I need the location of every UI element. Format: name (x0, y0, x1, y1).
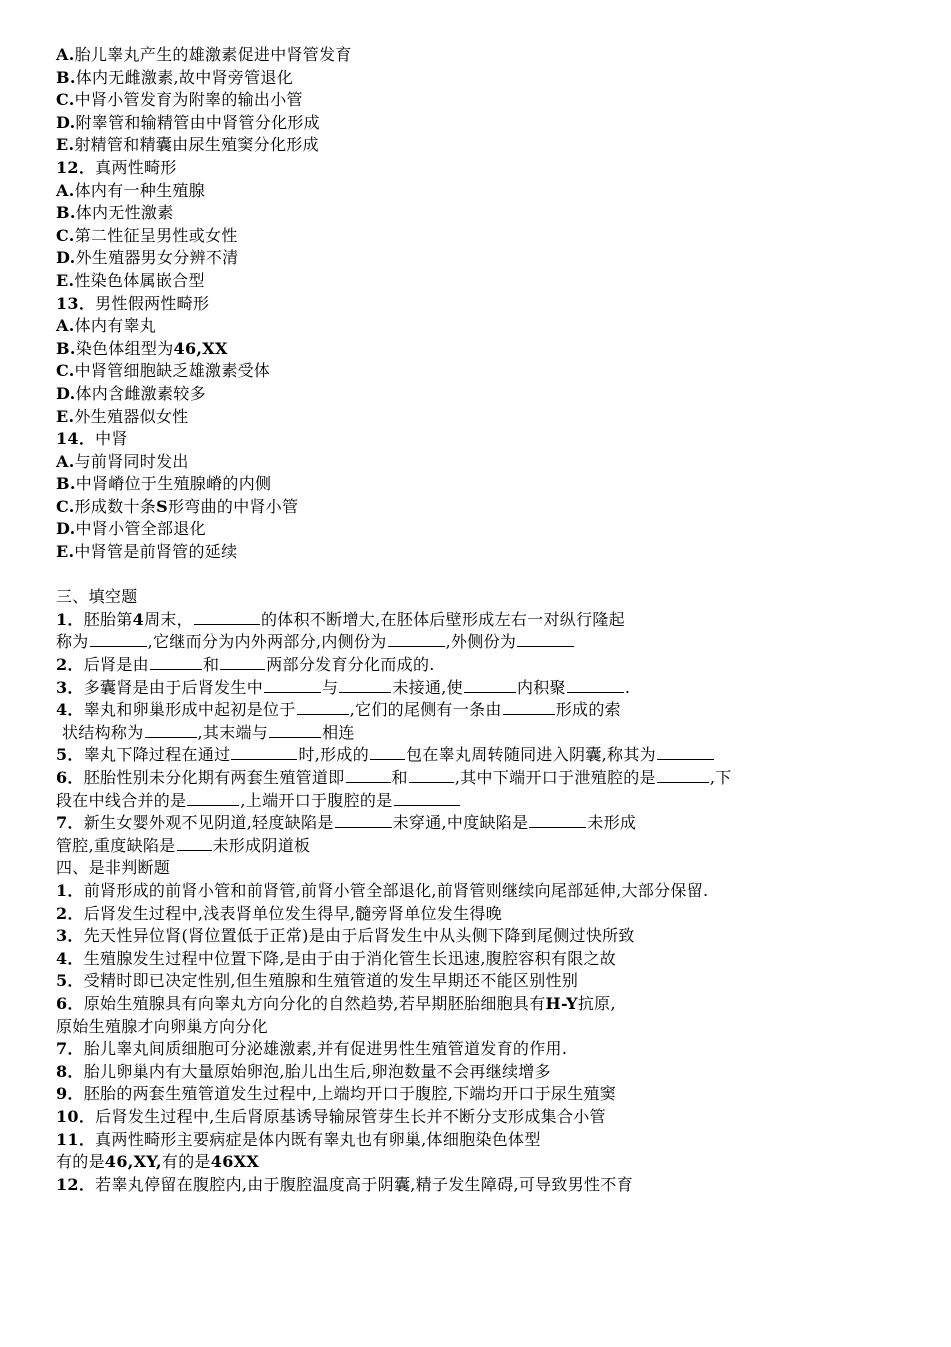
question-text: 状结构称为 (62, 722, 144, 742)
judge-item (56, 1129, 916, 1152)
section-heading: 三、填空题 (56, 587, 138, 607)
question-title (56, 428, 916, 451)
question-text: . (624, 677, 631, 697)
option-letter: A. (56, 45, 75, 64)
question-number: 14． (56, 429, 96, 449)
answer-blank[interactable] (264, 677, 321, 693)
option-text: 第二性征呈男性或女性 (74, 225, 238, 245)
answer-blank[interactable] (346, 767, 391, 783)
fill-question (56, 767, 916, 790)
option-line (56, 451, 916, 474)
answer-blank[interactable] (370, 744, 405, 760)
question-text: 段在中线合并的是 (56, 790, 187, 810)
question-text: 若睾丸停留在腹腔内,由于腹腔温度高于阴囊,精子发生障碍,可导致男性不育 (95, 1174, 633, 1194)
answer-blank[interactable] (335, 812, 392, 828)
option-letter: B. (56, 474, 76, 494)
option-line (56, 44, 916, 67)
option-letter: C. (56, 225, 75, 245)
option-line (56, 112, 916, 135)
option-text: 体内有睾丸 (74, 316, 157, 336)
question-text: 抗原, (577, 993, 616, 1013)
option-line (56, 518, 916, 541)
question-text: 受精时即已决定性别,但生殖腺和生殖管道的发生早期还不能区别性别 (83, 971, 579, 991)
option-text: 外生殖器男女分辨不清 (75, 248, 239, 268)
question-text: 的体积不断增大,在胚体后壁形成左右一对纵行隆起 (260, 609, 625, 629)
spacer (56, 564, 916, 587)
question-text: 有的是 (56, 1152, 105, 1172)
question-number: 3． (56, 677, 84, 697)
question-text: 未穿通,中度缺陷是 (392, 813, 529, 833)
option-line (56, 473, 916, 496)
question-bold-text: 4 (132, 609, 145, 629)
karyotype-text: 46,XY, (104, 1152, 162, 1172)
answer-blank[interactable] (464, 677, 516, 693)
question-number: 4． (56, 948, 84, 968)
judge-item (56, 1083, 916, 1106)
option-line (56, 541, 916, 564)
question-number: 11． (56, 1129, 96, 1149)
answer-blank[interactable] (231, 744, 297, 760)
question-text: 和 (391, 768, 408, 787)
question-text: ,下 (709, 768, 732, 787)
question-text: ,其末端与 (197, 722, 269, 742)
option-text: 性染色体属嵌合型 (74, 270, 205, 290)
answer-blank[interactable] (145, 722, 197, 738)
question-number: 12． (56, 157, 96, 177)
question-text: 睾丸和卵巢形成中起初是位于 (83, 700, 296, 720)
option-letter: C. (56, 90, 75, 110)
option-line (56, 202, 916, 225)
answer-blank[interactable] (503, 699, 555, 715)
answer-blank[interactable] (394, 790, 460, 806)
judge-item (56, 948, 916, 971)
question-text: 新生女婴外观不见阴道,轻度缺陷是 (83, 813, 334, 833)
question-text: 真两性畸形 (95, 157, 177, 177)
question-number: 10． (56, 1106, 96, 1126)
option-line (56, 67, 916, 90)
option-letter: D. (56, 112, 76, 132)
question-number: 4． (56, 700, 84, 720)
option-text: 中肾嵴位于生殖腺嵴的内侧 (75, 474, 272, 494)
answer-blank[interactable] (339, 677, 391, 693)
question-number: 3． (56, 926, 84, 946)
judge-item (56, 925, 916, 948)
option-letter: C. (56, 496, 75, 516)
question-number: 5． (56, 745, 84, 765)
fill-question-cont (56, 835, 916, 858)
question-number: 7． (56, 1039, 84, 1059)
question-number: 2． (56, 903, 84, 923)
question-text: 男性假两性畸形 (95, 293, 210, 313)
answer-blank[interactable] (150, 654, 202, 670)
option-letter: B. (56, 338, 76, 358)
question-text: 时,形成的 (298, 745, 370, 765)
question-number: 6． (56, 993, 84, 1013)
option-text: 形成数十条 (74, 496, 157, 516)
question-number: 13． (56, 293, 96, 313)
option-line (56, 247, 916, 270)
judge-item (56, 1061, 916, 1084)
answer-blank[interactable] (529, 812, 586, 828)
question-text: 形成的索 (555, 700, 621, 720)
judge-item (56, 903, 916, 926)
question-text: 先天性异位肾(肾位置低于正常)是由于后肾发生中从头侧下降到尾侧过快所致 (83, 926, 635, 946)
question-text: ,它们的尾侧有一条由 (349, 700, 502, 720)
question-text: 管腔,重度缺陷是 (56, 835, 176, 855)
fill-question (56, 677, 916, 700)
question-number: 7． (56, 813, 84, 833)
fill-question (56, 654, 916, 677)
option-line (56, 360, 916, 383)
fill-question-cont (56, 631, 916, 654)
option-text: 中肾管细胞缺乏雄激素受体 (74, 361, 271, 381)
answer-blank[interactable] (297, 699, 349, 715)
judge-item-cont (56, 1151, 916, 1174)
question-text: 原始生殖腺才向卵巢方向分化 (56, 1016, 268, 1036)
question-text: 周末， (144, 609, 193, 629)
fill-question-cont (56, 790, 916, 813)
option-text: 染色体组型为 (75, 338, 174, 358)
question-text: ,它继而分为内外两部分,内侧份为 (147, 632, 387, 652)
option-letter: A. (56, 180, 75, 200)
question-text: 包在睾丸周转随同进入阴囊,称其为 (406, 745, 656, 765)
option-line (56, 338, 916, 361)
answer-blank[interactable] (187, 790, 239, 806)
option-bold-text: S (156, 496, 168, 516)
question-text: 称为 (56, 632, 89, 652)
option-line (56, 134, 916, 157)
question-text: 和 (202, 655, 220, 675)
question-text: 生殖腺发生过程中位置下降,是由于由于消化管生长迅速,腹腔容积有限之故 (83, 948, 617, 968)
question-text: 有的是 (161, 1152, 211, 1172)
option-letter: A. (56, 316, 75, 336)
question-text: 胎儿卵巢内有大量原始卵泡,胎儿出生后,卵泡数量不会再继续增多 (83, 1061, 551, 1081)
question-text: 多囊肾是由于后肾发生中 (83, 677, 264, 697)
option-line (56, 180, 916, 203)
judge-item (56, 1038, 916, 1061)
question-text: 胎儿睾丸间质细胞可分泌雄激素,并有促进男性生殖管道发育的作用. (83, 1039, 568, 1059)
answer-blank[interactable] (517, 631, 574, 647)
question-text: 胚胎性别未分化期有两套生殖管道即 (83, 768, 345, 787)
question-text: 与 (322, 677, 339, 697)
question-text: 未接通,使 (392, 677, 463, 697)
option-text: 中肾小管全部退化 (75, 519, 206, 539)
answer-blank[interactable] (269, 722, 321, 738)
fill-question (56, 609, 916, 632)
fill-question (56, 699, 916, 722)
question-number: 5． (56, 971, 84, 991)
option-letter: E. (56, 542, 75, 562)
judge-item (56, 880, 916, 903)
karyotype-text: 46,XX (173, 338, 228, 358)
fill-question (56, 812, 916, 835)
question-text: 前肾形成的前肾小管和前肾管,前肾小管全部退化,前肾管则继续向尾部延伸,大部分保留. (83, 880, 709, 900)
option-text: 中肾管是前肾管的延续 (74, 542, 238, 562)
question-text: 后肾发生过程中,浅表肾单位发生得早,髓旁肾单位发生得晚 (83, 903, 503, 923)
question-text: ,其中下端开口于泄殖腔的是 (454, 768, 656, 787)
fill-question-cont (56, 722, 916, 745)
option-text: 与前肾同时发出 (74, 451, 189, 471)
question-number: 12． (56, 1174, 96, 1194)
option-text: 胎儿睾丸产生的雄激素促进中肾管发育 (74, 45, 352, 64)
answer-blank[interactable] (567, 677, 624, 693)
option-text: 体内有一种生殖腺 (74, 180, 205, 200)
answer-blank[interactable] (657, 767, 709, 783)
question-number: 1． (56, 609, 84, 629)
question-title (56, 293, 916, 316)
question-text: 相连 (322, 722, 355, 742)
question-number: 9． (56, 1084, 84, 1104)
answer-blank[interactable] (409, 767, 454, 783)
option-line (56, 89, 916, 112)
option-text: 体内无性激素 (75, 203, 174, 223)
option-text: 形弯曲的中肾小管 (168, 496, 299, 516)
question-title (56, 157, 916, 180)
option-text: 附睾管和输精管由中肾管分化形成 (75, 112, 320, 132)
answer-blank[interactable] (177, 835, 212, 851)
question-text: ,上端开口于腹腔的是 (240, 790, 393, 810)
answer-blank[interactable] (657, 744, 714, 760)
question-text: 胚胎的两套生殖管道发生过程中,上端均开口于腹腔,下端均开口于尿生殖窦 (83, 1084, 617, 1104)
option-line (56, 383, 916, 406)
question-text: 两部分发育分化而成的. (266, 655, 435, 675)
judge-item (56, 993, 916, 1016)
question-text: 原始生殖腺具有向睾丸方向分化的自然趋势,若早期胚胎细胞具有 (83, 993, 546, 1013)
answer-blank[interactable] (194, 609, 260, 625)
option-letter: D. (56, 383, 76, 403)
question-text: 胚胎第 (83, 609, 133, 629)
option-letter: E. (56, 270, 75, 290)
judge-item (56, 970, 916, 993)
question-number: 8． (56, 1061, 84, 1081)
answer-blank[interactable] (90, 631, 147, 647)
fill-question (56, 744, 916, 767)
option-line (56, 496, 916, 519)
option-text: 体内无雌激素,故中肾旁管退化 (75, 67, 293, 87)
antigen-text: H-Y (545, 993, 578, 1013)
text-column (56, 44, 916, 1196)
option-letter: D. (56, 519, 76, 539)
option-letter: C. (56, 361, 75, 381)
answer-blank[interactable] (220, 654, 265, 670)
question-number: 6． (56, 768, 84, 787)
option-letter: A. (56, 451, 75, 471)
option-text: 射精管和精囊由尿生殖窦分化形成 (74, 135, 319, 155)
judge-item (56, 1106, 916, 1129)
option-text: 体内含雌激素较多 (75, 383, 206, 403)
option-letter: D. (56, 248, 76, 268)
option-letter: E. (56, 135, 75, 155)
option-letter: B. (56, 203, 76, 223)
option-line (56, 225, 916, 248)
option-line (56, 315, 916, 338)
question-number: 2． (56, 655, 84, 675)
question-text: 后肾发生过程中,生后肾原基诱导输尿管芽生长并不断分支形成集合小管 (95, 1106, 606, 1126)
question-text: 真两性畸形主要病症是体内既有睾丸也有卵巢,体细胞染色体型 (95, 1129, 541, 1149)
section-heading: 四、是非判断题 (56, 858, 171, 878)
question-text: 睾丸下降过程在通过 (83, 745, 231, 765)
question-text: 内积聚 (516, 677, 566, 697)
judge-item-cont (56, 1016, 916, 1039)
question-text: ,外侧份为 (445, 632, 517, 652)
karyotype-text: 46XX (210, 1152, 260, 1172)
option-text: 外生殖器似女性 (74, 406, 189, 426)
question-text: 后肾是由 (83, 655, 149, 675)
question-number: 1． (56, 880, 84, 900)
option-line (56, 270, 916, 293)
option-text: 中肾小管发育为附睾的输出小管 (74, 90, 303, 110)
question-text: 未形成 (587, 813, 637, 833)
option-letter: E. (56, 406, 75, 426)
question-text: 中肾 (95, 429, 128, 449)
option-letter: B. (56, 67, 76, 87)
option-line (56, 406, 916, 429)
answer-blank[interactable] (388, 631, 445, 647)
judge-item (56, 1174, 916, 1197)
question-text: 未形成阴道板 (212, 835, 311, 855)
